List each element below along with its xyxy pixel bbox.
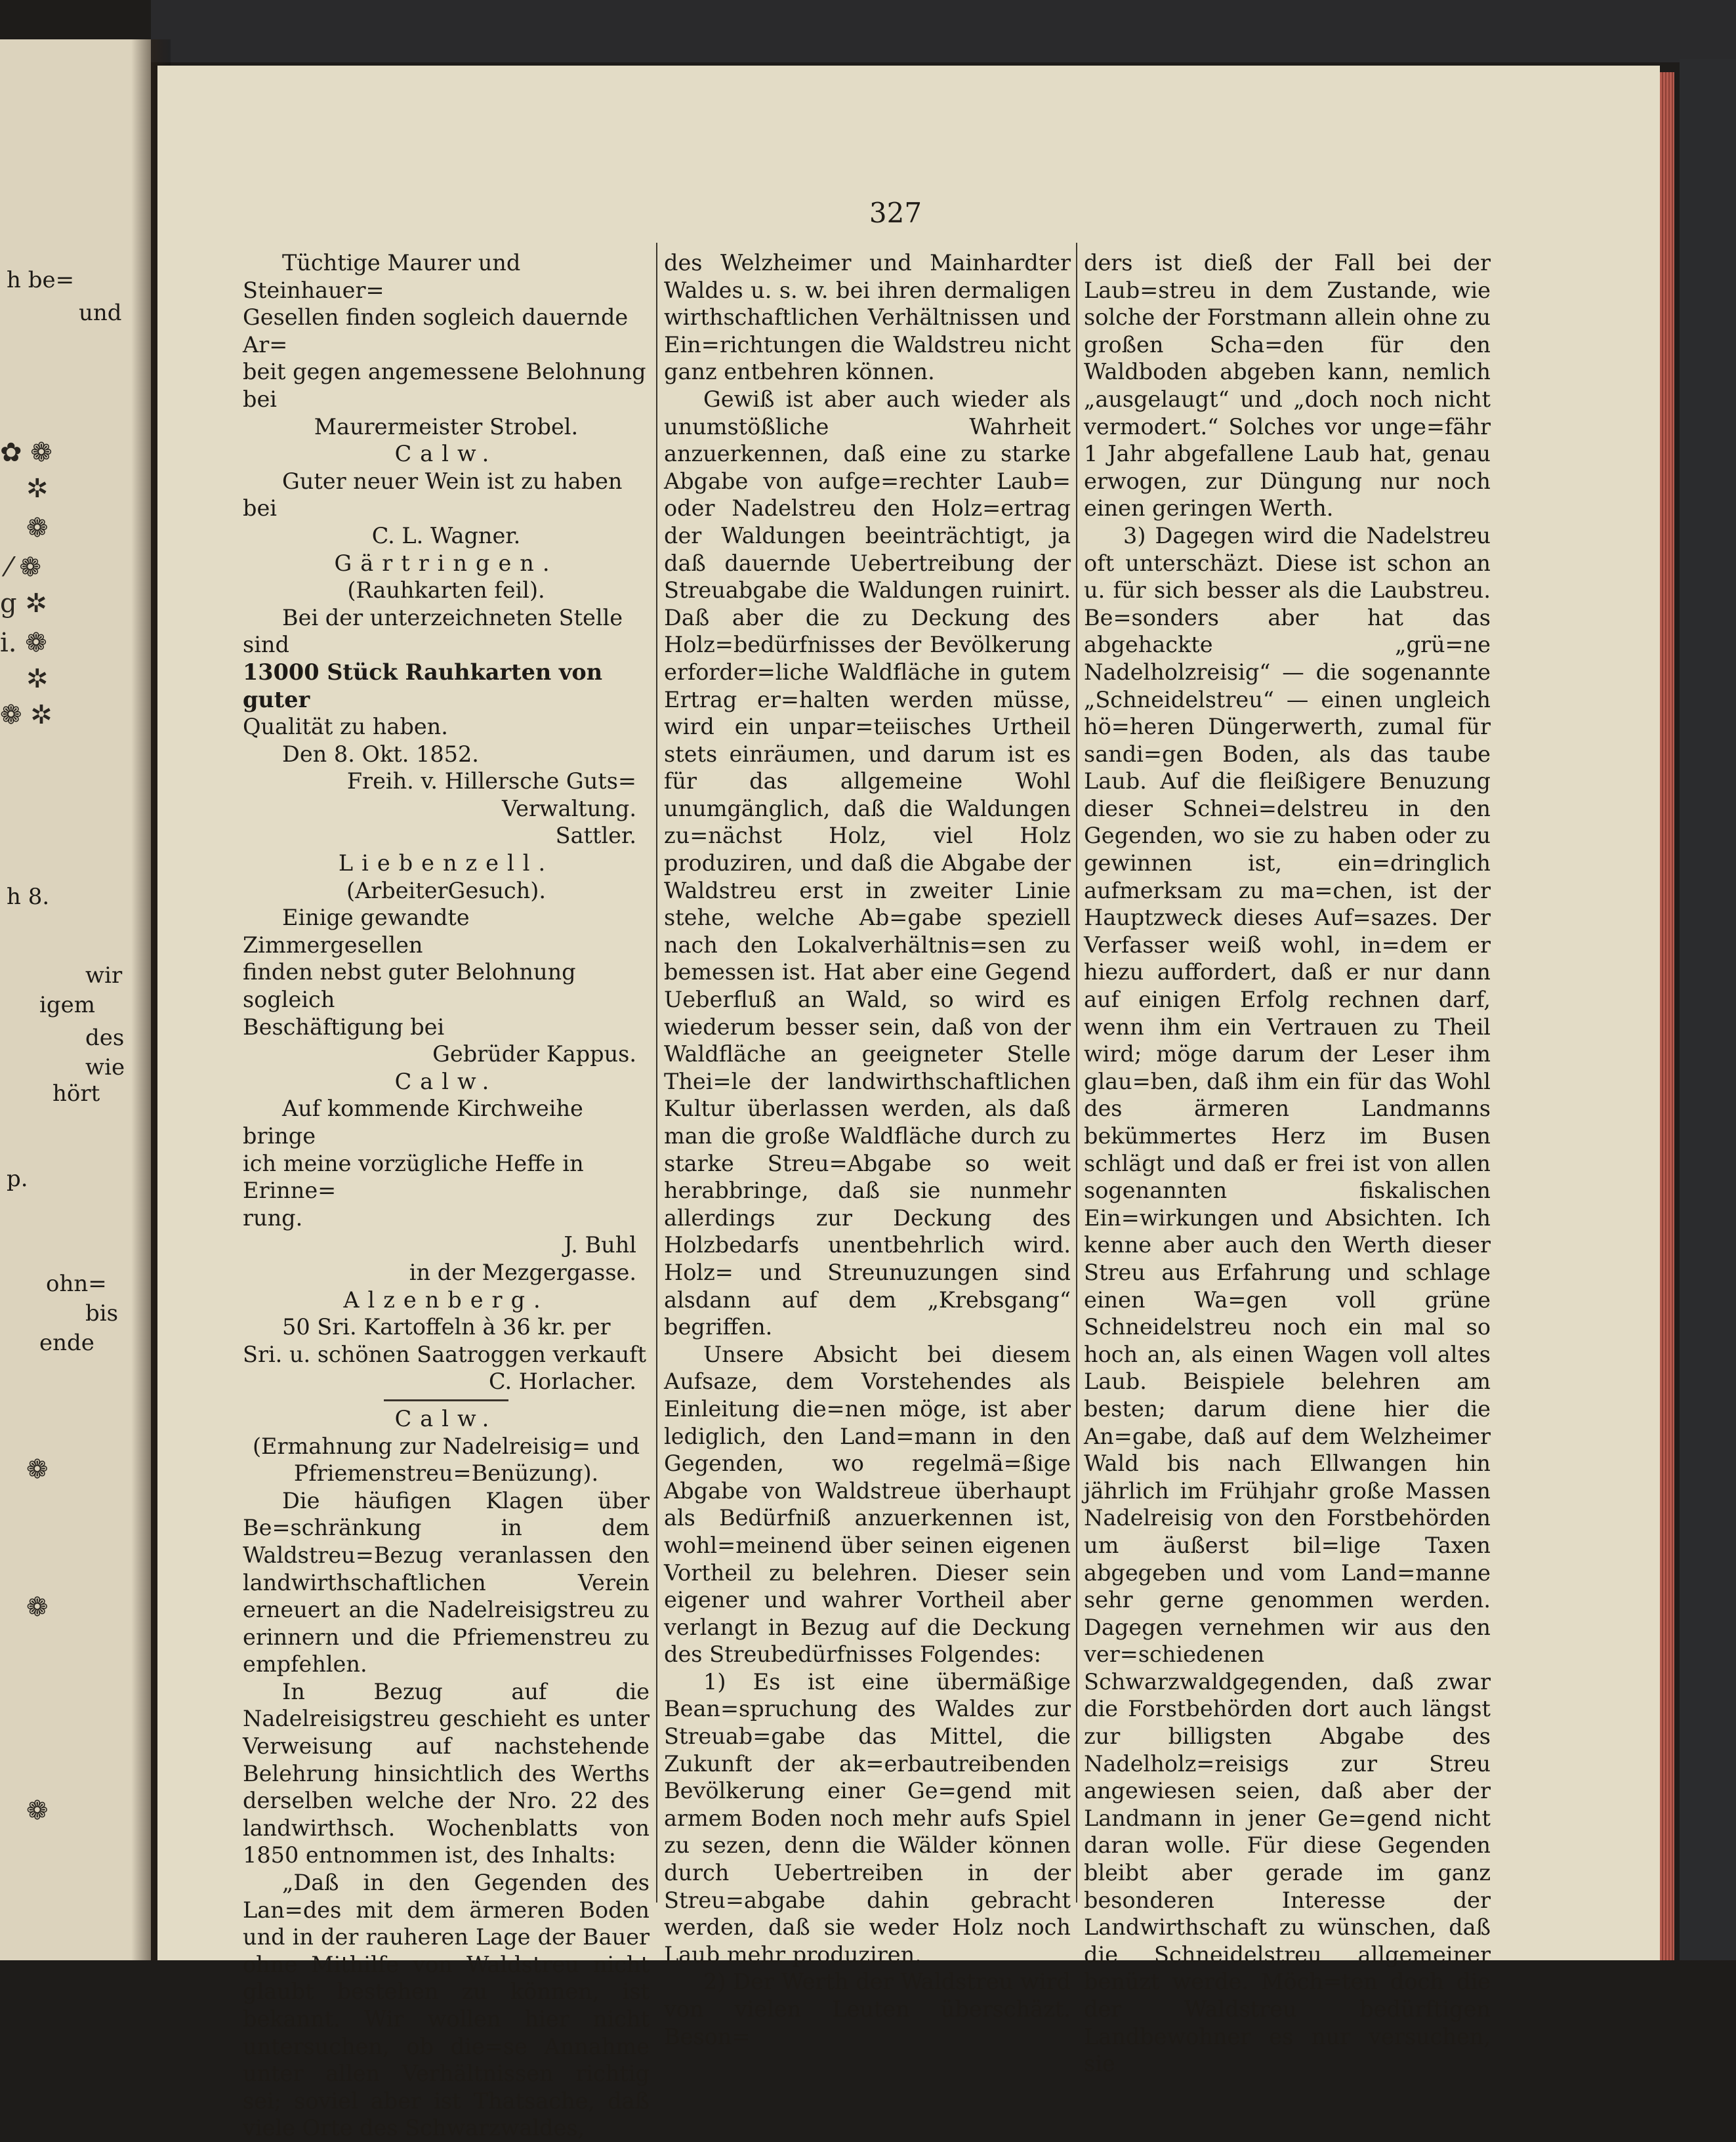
ad-text-line: beit gegen angemessene Belohnung bei — [243, 359, 646, 412]
article-paragraph: Unsere Absicht bei diesem Aufsaze, dem Vorstehendes als Einleitung die=nen möge, ist aber lediglich, den Land=mann in den Gegenden, wo regelmä=ßige Abgabe von Waldstreue überhaupt als Bedürfniß anzuerkennen ist, wohl=meinend über seinen eigenen Vortheil zu belehren. Dieser sein eigener und wahrer Vortheil aber verlangt in Bezug auf die Deckung des Streubedürfnisses Folgendes: — [664, 1341, 1071, 1668]
separator-rule — [384, 1399, 508, 1401]
article-subheading: (Ermahnung zur Nadelreisig= und — [252, 1433, 640, 1459]
article-paragraph: Gewiß ist aber auch wieder als unumstößliche Wahrheit anzuerkennen, daß eine zu starke Abgabe von aufge=rechter Laub= oder Nadelstreu den Holz=ertrag der Waldungen beeinträchtigt, ja daß dauernde Uebertreibung der Streuabgabe die Waldungen ruinirt. Daß aber die zu Deckung des Holz=bedürfnisses der Bevölkerung erforder=liche Waldfläche in gutem Ertrag er=halten werden müsse, wird ein unpar=teiisches Urtheil stets einräumen, und darum ist es für das allgemeine Wohl unumgänglich, daß die Waldungen zu=nächst Holz, viel Holz produziren, und daß die Abgabe der Waldstreu erst in zweiter Linie stehe, welche Ab=gabe speziell nach den Lokalverhältnis=sen zu bemessen ist. Hat aber eine Gegend Ueberfluß an Wald, so wird es wiederum besser sein, daß von der Waldfläche an geeigneter Stelle Thei=le der landwirthschaftlichen Kultur überlassen werden, als daß man die große Waldfläche durch zu starke Streu=Abgabe so weit herabbringe, daß sie nunmehr allerdings zur Deckung des Holzbedarfs unentbehrlich wird. Holz= und Streunuzungen sind alsdann auf dem „Krebsgang“ begriffen. — [664, 386, 1071, 1340]
article-paragraph: 2) Der Werth der Waldstreu wird von vielen Leuten überschäzt. Beson= — [664, 1969, 1071, 2049]
left-fragment-text: h 8. — [7, 884, 50, 910]
ad-subheading: (Rauhkarten feil). — [347, 577, 545, 604]
ad-heading: Gärtringen. — [334, 550, 558, 576]
ad-signature: C. Horlacher. — [489, 1369, 636, 1395]
ad-text-line: 50 Sri. Kartoffeln à 36 kr. per — [282, 1314, 611, 1340]
ad-text-line: Qualität zu haben. — [243, 714, 448, 740]
left-fragment-text: wie — [85, 1054, 125, 1081]
ad-text-line: Bei der unterzeichneten Stelle sind — [243, 604, 623, 658]
ad-text-line: Beschäftigung bei — [243, 1014, 445, 1040]
ornament-icon: ✿ ❁ — [0, 438, 52, 468]
ad-signature: Sattler. — [555, 823, 636, 849]
ad-text-line: Einige gewandte Zimmergesellen — [243, 905, 470, 958]
newspaper-page — [157, 66, 1660, 2141]
left-fragment-text: und — [79, 300, 122, 326]
ornament-icon: ✲ — [26, 664, 49, 694]
ad-signature: C. L. Wagner. — [371, 522, 521, 548]
ornament-icon: ❁ — [26, 1796, 49, 1826]
column-1 — [243, 249, 650, 2142]
ornament-icon: ❁ — [26, 513, 49, 543]
left-page-fragment — [0, 39, 151, 1960]
column-3 — [1084, 249, 1491, 2078]
ad-date: Den 8. Okt. 1852. — [282, 741, 479, 767]
article-subheading: Pfriemenstreu=Benüzung). — [293, 1460, 599, 1487]
ad-heading: Calw. — [394, 1068, 498, 1094]
ad-signature: J. Buhl — [564, 1232, 636, 1258]
page-edge — [1660, 72, 1674, 1960]
left-fragment-text: igem — [39, 992, 95, 1018]
ad-text-line: rung. — [243, 1205, 303, 1231]
article-paragraph: In Bezug auf die Nadelreisigstreu geschieht es unter Verweisung auf nachstehende Belehrung hinsichtlich des Werths derselben welche der Nro. 22 des landwirthsch. Wochenblatts von 1850 entnommen ist, des Inhalts: — [243, 1678, 650, 1868]
ad-heading: Alzenberg. — [343, 1287, 549, 1313]
left-fragment-text: h be= — [7, 267, 75, 293]
page-number: 327 — [869, 197, 922, 229]
ad-text-line: Gesellen finden sogleich dauernde Ar= — [243, 304, 629, 358]
ornament-icon: g ✲ — [0, 588, 47, 619]
left-fragment-text: ohn= — [46, 1271, 107, 1297]
ad-text-line: 13000 Stück Rauhkarten von guter — [243, 659, 603, 712]
column-rule — [1076, 243, 1077, 1903]
ad-text-line: finden nebst guter Belohnung sogleich — [243, 959, 576, 1013]
article-paragraph: „Daß in den Gegenden des Lan=des mit dem ärmeren Boden und in der rauheren Lage der Bauer ohne Mithilfe von Waldstreu nicht glaubt bestehen zu können, ist bekannt. Wir wollen hier nicht untersuchen, ob die=se Annahme unter allen Verhältnissen richtig sei; soviel aber ist Thatsache, daß viele Orte des Schwarzwaldes, — [243, 1870, 650, 2141]
column-2 — [664, 249, 1071, 2050]
ad-text-line: ich meine vorzügliche Heffe in Erinne= — [243, 1150, 584, 1204]
ornament-icon: ⁄ ❁ — [7, 552, 41, 583]
ad-signature: Freih. v. Hillersche Guts= — [346, 768, 636, 794]
ad-text-line: Guter neuer Wein ist zu haben bei — [243, 468, 623, 522]
ornament-icon: ❁ — [26, 1592, 49, 1622]
ad-text-line: Tüchtige Maurer und Steinhauer= — [243, 250, 521, 303]
ornament-icon: i. ❁ — [0, 628, 47, 658]
ad-text-line: Auf kommende Kirchweihe bringe — [243, 1096, 583, 1149]
left-fragment-text: wir — [85, 962, 123, 989]
ad-signature: Gebrüder Kappus. — [432, 1041, 636, 1067]
left-fragment-text: hört — [52, 1081, 100, 1107]
ad-heading: Liebenzell. — [338, 850, 554, 876]
article-paragraph: Die häufigen Klagen über Be=schränkung in dem Waldstreu=Bezug veranlassen den landwirthschaftlichen Verein erneuert an die Nadelreisigstreu zu erinnern und die Pfriemenstreu zu empfehlen. — [243, 1487, 650, 1678]
ad-signature: in der Mezgergasse. — [409, 1259, 636, 1285]
book-cover-top — [151, 0, 1736, 62]
ornament-icon: ✲ — [26, 474, 49, 504]
ornament-icon: ❁ ✲ — [0, 700, 52, 730]
book-cover-right — [1680, 59, 1736, 1960]
ad-signature: Verwaltung. — [501, 795, 636, 821]
article-heading: Calw. — [394, 1405, 498, 1431]
ad-signature: Maurermeister Strobel. — [314, 413, 579, 440]
ornament-icon: ❁ — [26, 1454, 49, 1485]
ad-subheading: (ArbeiterGesuch). — [346, 877, 546, 903]
ad-heading: Calw. — [394, 441, 498, 467]
left-fragment-text: des — [85, 1025, 125, 1051]
article-paragraph: 3) Dagegen wird die Nadelstreu oft unterschäzt. Diese ist schon an u. für sich besser als die Laubstreu. Be=sonders aber hat das abgehackte „grü=ne Nadelholzreisig“ — die sogenannte „Schneidelstreu“ — einen ungleich hö=heren Düngerwerth, zumal für sandi=gen Boden, als das taube Laub. Auf die fleißigere Benuzung dieser Schnei=delstreu in den Gegenden, wo sie zu haben oder zu gewinnen ist, ein=dringlich aufmerksam zu ma=chen, ist der Hauptzweck dieses Auf=sazes. Der Verfasser weiß wohl, in=dem er hiezu auffordert, daß er nur dann auf einigen Erfolg rechnen darf, wenn ihm ein Vertrauen zu Theil wird; möge darum der Leser ihm glau=ben, daß ihm ein für das Wohl des ärmeren Landmanns bekümmertes Herz im Busen schlägt und daß er frei ist von allen sogenannten fiskalischen Ein=wirkungen und Absichten. Ich kenne aber auch den Werth dieser Streu aus Erfahrung und schlage einen Wa=gen voll grüne Schneidelstreu noch ein mal so hoch an, als einen Wagen voll altes Laub. Beispiele belehren am besten; darum diene hier die An=gabe, daß auf dem Welzheimer Wald bis nach Ellwangen hin jährlich im Frühjahr große Massen Nadelreisig von den Forstbehörden um äußerst bil=lige Taxen abgegeben und vom Land=manne sehr gerne genommen werden. Dagegen vernehmen wir aus den ver=schiedenen Schwarzwaldgegenden, daß zwar die Forstbehörden dort auch längst zur billigsten Abgabe des Nadelholz=reisigs zur Streu angewiesen seien, daß aber der Landmann in jener Ge=gend nicht daran wolle. Für diese Gegenden bleibt aber gerade im ganz besonderen Interesse der Landwirthschaft zu wünschen, daß die Schneidelstreu allgemeiner benüzt werde. Möch=ten doch die der Waldstreu bedürftigen Landbewohner es nur versuchen, sie — [1084, 522, 1491, 2077]
ad-text-line: Sri. u. schönen Saatroggen verkauft — [243, 1341, 647, 1367]
left-fragment-text: bis — [85, 1300, 119, 1327]
left-fragment-text: ende — [39, 1330, 94, 1356]
column-rule — [656, 243, 657, 1903]
article-paragraph: des Welzheimer und Mainhardter Waldes u. s. w. bei ihren dermaligen wirthschaftlichen Verhältnissen und Ein=richtungen die Waldstreu nicht ganz entbehren können. — [664, 250, 1071, 385]
article-paragraph: 1) Es ist eine übermäßige Bean=spruchung des Waldes zur Streuab=gabe das Mittel, die Zukunft der ak=erbautreibenden Bevölkerung einer Ge=gend mit armem Boden noch mehr aufs Spiel zu sezen, denn die Wälder können durch Uebertreiben in der Streu=abgabe dahin gebracht werden, daß sie weder Holz noch Laub mehr produziren. — [664, 1668, 1071, 1967]
article-paragraph: ders ist dieß der Fall bei der Laub=streu in dem Zustande, wie solche der Forstmann allein ohne zu großen Scha=den für den Waldboden abgeben kann, nemlich „ausgelaugt“ und „doch noch nicht vermodert.“ Solches vor unge=fähr 1 Jahr abgefallene Laub hat, genau erwogen, zur Düngung nur noch einen geringen Werth. — [1084, 250, 1491, 522]
left-fragment-text: p. — [7, 1166, 28, 1192]
